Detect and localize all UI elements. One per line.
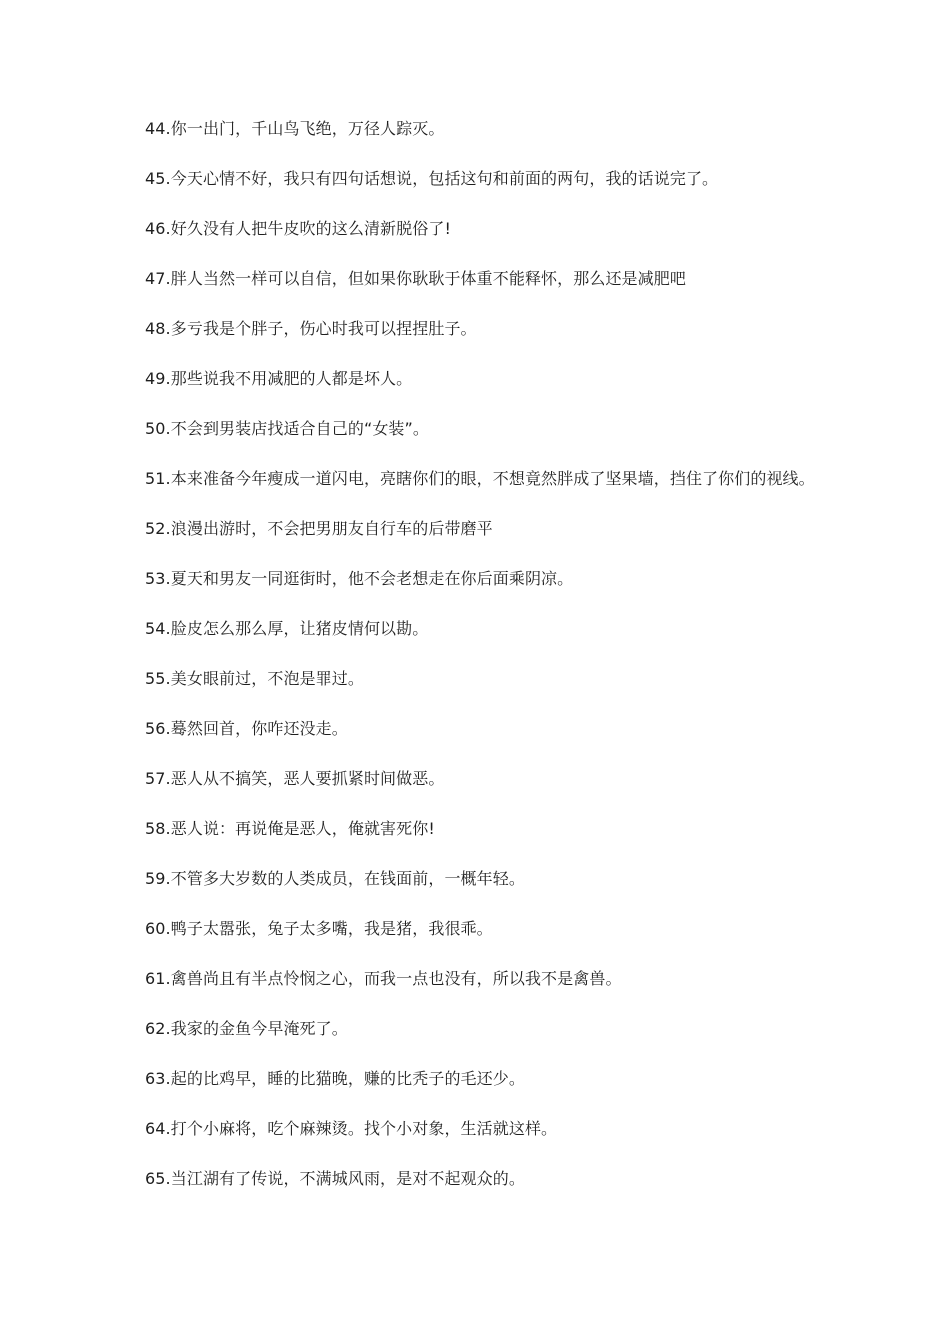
jokes-list xyxy=(145,116,815,1216)
list-item: 59.不管多大岁数的人类成员，在钱面前，一概年轻。 xyxy=(145,869,525,888)
list-item: 44.你一出门，千山鸟飞绝，万径人踪灭。 xyxy=(145,119,445,138)
list-item: 52.浪漫出游时，不会把男朋友自行车的后带磨平 xyxy=(145,519,493,538)
list-item: 62.我家的金鱼今早淹死了。 xyxy=(145,1019,348,1038)
list-item: 56.蓦然回首，你咋还没走。 xyxy=(145,719,348,738)
list-item: 63.起的比鸡早，睡的比猫晚，赚的比秃子的毛还少。 xyxy=(145,1069,525,1088)
list-item: 57.恶人从不搞笑，恶人要抓紧时间做恶。 xyxy=(145,769,445,788)
list-item: 50.不会到男装店找适合自己的“女装”。 xyxy=(145,419,430,438)
list-item: 58.恶人说：再说俺是恶人，俺就害死你! xyxy=(145,819,435,838)
list-item: 51.本来准备今年瘦成一道闪电，亮瞎你们的眼，不想竟然胖成了坚果墙，挡住了你们的视线。 xyxy=(145,469,815,488)
list-item: 55.美女眼前过，不泡是罪过。 xyxy=(145,669,364,688)
list-item: 49.那些说我不用减肥的人都是坏人。 xyxy=(145,369,413,388)
list-item: 46.好久没有人把牛皮吹的这么清新脱俗了! xyxy=(145,219,451,238)
list-item: 48.多亏我是个胖子，伤心时我可以捏捏肚子。 xyxy=(145,319,477,338)
list-item: 54.脸皮怎么那么厚，让猪皮情何以勘。 xyxy=(145,619,429,638)
list-item: 60.鸭子太嚣张，兔子太多嘴，我是猪，我很乖。 xyxy=(145,919,493,938)
list-item: 61.禽兽尚且有半点怜悯之心，而我一点也没有，所以我不是禽兽。 xyxy=(145,969,622,988)
list-item: 53.夏天和男友一同逛街时，他不会老想走在你后面乘阴凉。 xyxy=(145,569,574,588)
list-item: 47.胖人当然一样可以自信，但如果你耿耿于体重不能释怀，那么还是减肥吧 xyxy=(145,269,686,288)
list-item: 45.今天心情不好，我只有四句话想说，包括这句和前面的两句，我的话说完了。 xyxy=(145,169,719,188)
list-item: 64.打个小麻将，吃个麻辣烫。找个小对象，生活就这样。 xyxy=(145,1119,558,1138)
list-item: 65.当江湖有了传说，不满城风雨，是对不起观众的。 xyxy=(145,1169,525,1188)
